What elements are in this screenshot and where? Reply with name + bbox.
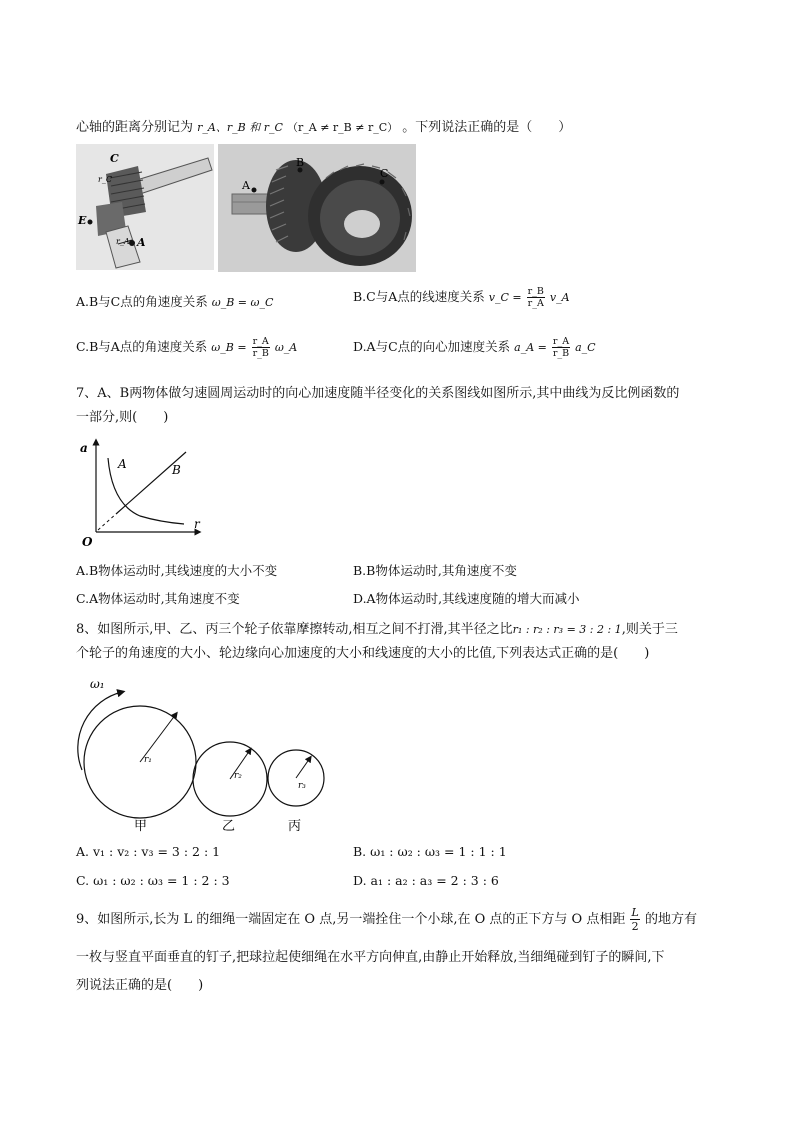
q6-option-d-den: r_B — [552, 348, 570, 359]
photo-label-c: C — [110, 152, 119, 165]
q6-bevel-gear-photo — [76, 144, 214, 270]
photo-label-rc: r_C — [98, 175, 112, 184]
q6-option-b-formula-right: v_A — [549, 291, 570, 304]
q8-wheels-figure — [76, 670, 328, 836]
gear-point-a — [252, 188, 257, 193]
q6-option-b-fraction — [527, 286, 545, 309]
q8-stem-ratio: r₁ : r₂ : r₃ = 3 : 2 : 1 — [512, 623, 622, 636]
q8-stem-line2: 个轮子的角速度的大小、轮边缘向心加速度的大小和线速度的大小的比值,下列表达式正确的是( ) — [76, 646, 650, 661]
q6-option-c-fraction — [252, 336, 270, 359]
q9-line1-post: 的地方有 — [644, 912, 697, 927]
gear-label-b: B — [296, 156, 305, 169]
q7-option-d[interactable]: D.A物体运动时,其线速度随的增大而减小 — [353, 591, 580, 606]
q6-option-b-num: r_B — [527, 286, 544, 297]
q6-stem-text: 心轴的距离分别记为 — [76, 120, 194, 135]
q6-option-b-den: r_A — [527, 298, 544, 309]
q6-option-d-text: D.A与C点的向心加速度关系 — [353, 339, 511, 354]
q8-r2-label: r₂ — [234, 771, 242, 781]
q7-stem-line1: 7、A、B两物体做匀速圆周运动时的向心加速度随半径变化的关系图线如图所示,其中曲线为反比例函数的 — [76, 386, 680, 401]
q7-stem-line2: 一部分,则( ) — [76, 410, 169, 425]
q8-option-c[interactable]: C. ω₁ : ω₂ : ω₃ = 1 : 2 : 3 — [76, 873, 230, 888]
q6-option-c[interactable] — [76, 336, 297, 359]
q8-option-d[interactable]: D. a₁ : a₂ : a₃ = 2 : 3 : 6 — [353, 873, 499, 888]
q6-stem-condition: （r_A ≠ r_B ≠ r_C） — [287, 121, 399, 134]
q7-x-label: r — [194, 517, 200, 531]
q7-line-b-label: B — [172, 463, 181, 477]
q6-option-c-formula-left: ω_B = — [211, 341, 247, 354]
q8-jia-label: 甲 — [134, 819, 148, 834]
q8-stem-text: 8、如图所示,甲、乙、丙三个轮子依靠摩擦转动,相互之间不打滑,其半径之比 — [76, 622, 513, 637]
q8-yi-label: 乙 — [222, 819, 236, 834]
q6-option-d[interactable] — [353, 336, 596, 359]
q8-stem-line1 — [76, 618, 678, 637]
q7-curve-a-label: A — [118, 457, 127, 471]
gear-label-c: C — [380, 167, 389, 180]
q6-option-c-formula-right: ω_A — [274, 341, 298, 354]
q6-option-b[interactable] — [353, 286, 570, 309]
wheel-bing-radius — [296, 758, 310, 778]
q9-line1-text: 9、如图所示,长为 L 的细绳一端固定在 O 点,另一端拴住一个小球,在 O 点的正下方与 O 点相距 — [76, 912, 626, 927]
photo-label-ra: r_A — [116, 237, 130, 246]
q9-fraction — [630, 906, 639, 933]
photo-label-a: A — [137, 236, 146, 249]
q8-bing-label: 丙 — [288, 819, 302, 834]
gear-point-c — [380, 180, 385, 185]
q6-option-d-formula-right: a_C — [575, 341, 596, 354]
q7-y-label: a — [80, 441, 88, 455]
q9-frac-den: 2 — [631, 920, 639, 933]
q6-option-c-text: C.B与A点的角速度关系 — [76, 339, 208, 354]
q6-option-b-text: B.C与A点的线速度关系 — [353, 289, 485, 304]
q8-option-b[interactable]: B. ω₁ : ω₂ : ω₃ = 1 : 1 : 1 — [353, 844, 507, 859]
q8-omega-label: ω₁ — [90, 677, 105, 691]
q6-spiral-gear-photo — [218, 144, 416, 272]
q7-option-a[interactable]: A.B物体运动时,其线速度的大小不变 — [76, 563, 278, 578]
q6-option-d-fraction — [552, 336, 570, 359]
q7-origin-label: O — [82, 535, 93, 549]
q7-option-b[interactable]: B.B物体运动时,其角速度不变 — [353, 563, 517, 578]
q6-option-d-num: r_A — [552, 336, 570, 347]
q9-line1 — [76, 906, 697, 933]
q8-option-a[interactable]: A. v₁ : v₂ : v₃ = 3 : 2 : 1 — [76, 844, 221, 859]
point-a-marker — [129, 240, 135, 246]
q8-r1-label: r₁ — [144, 755, 152, 765]
q7-option-c[interactable]: C.A物体运动时,其角速度不变 — [76, 591, 240, 606]
q8-stem-post: ,则关于三 — [621, 622, 678, 637]
q8-r3-label: r₃ — [298, 781, 306, 791]
q6-option-a[interactable] — [76, 292, 273, 310]
photo-label-e: E — [78, 214, 87, 227]
q7-line-b-dashed — [98, 514, 116, 530]
q6-stem-post: 。下列说法正确的是（ ） — [402, 120, 572, 135]
q6-option-c-den: r_B — [252, 348, 269, 359]
q6-option-b-formula-left: v_C = — [488, 291, 522, 304]
q6-stem-tail — [76, 116, 571, 135]
q6-option-a-formula: ω_B = ω_C — [211, 296, 274, 309]
point-e-marker — [88, 220, 93, 225]
q6-option-c-num: r_A — [252, 336, 269, 347]
q9-frac-num: L — [631, 906, 639, 919]
q7-graph — [76, 434, 212, 550]
q6-option-a-text: A.B与C点的角速度关系 — [76, 294, 208, 309]
gear-label-a: A — [242, 179, 250, 192]
q9-line3: 列说法正确的是( ) — [76, 978, 204, 993]
q9-line2: 一枚与竖直平面垂直的钉子,把球拉起使细绳在水平方向伸直,由静止开始释放,当细绳碰到钉子的瞬间,下 — [76, 950, 665, 965]
q6-option-d-formula-left: a_A = — [514, 341, 547, 354]
q6-stem-vars: r_A、r_B 和 r_C — [197, 121, 283, 134]
